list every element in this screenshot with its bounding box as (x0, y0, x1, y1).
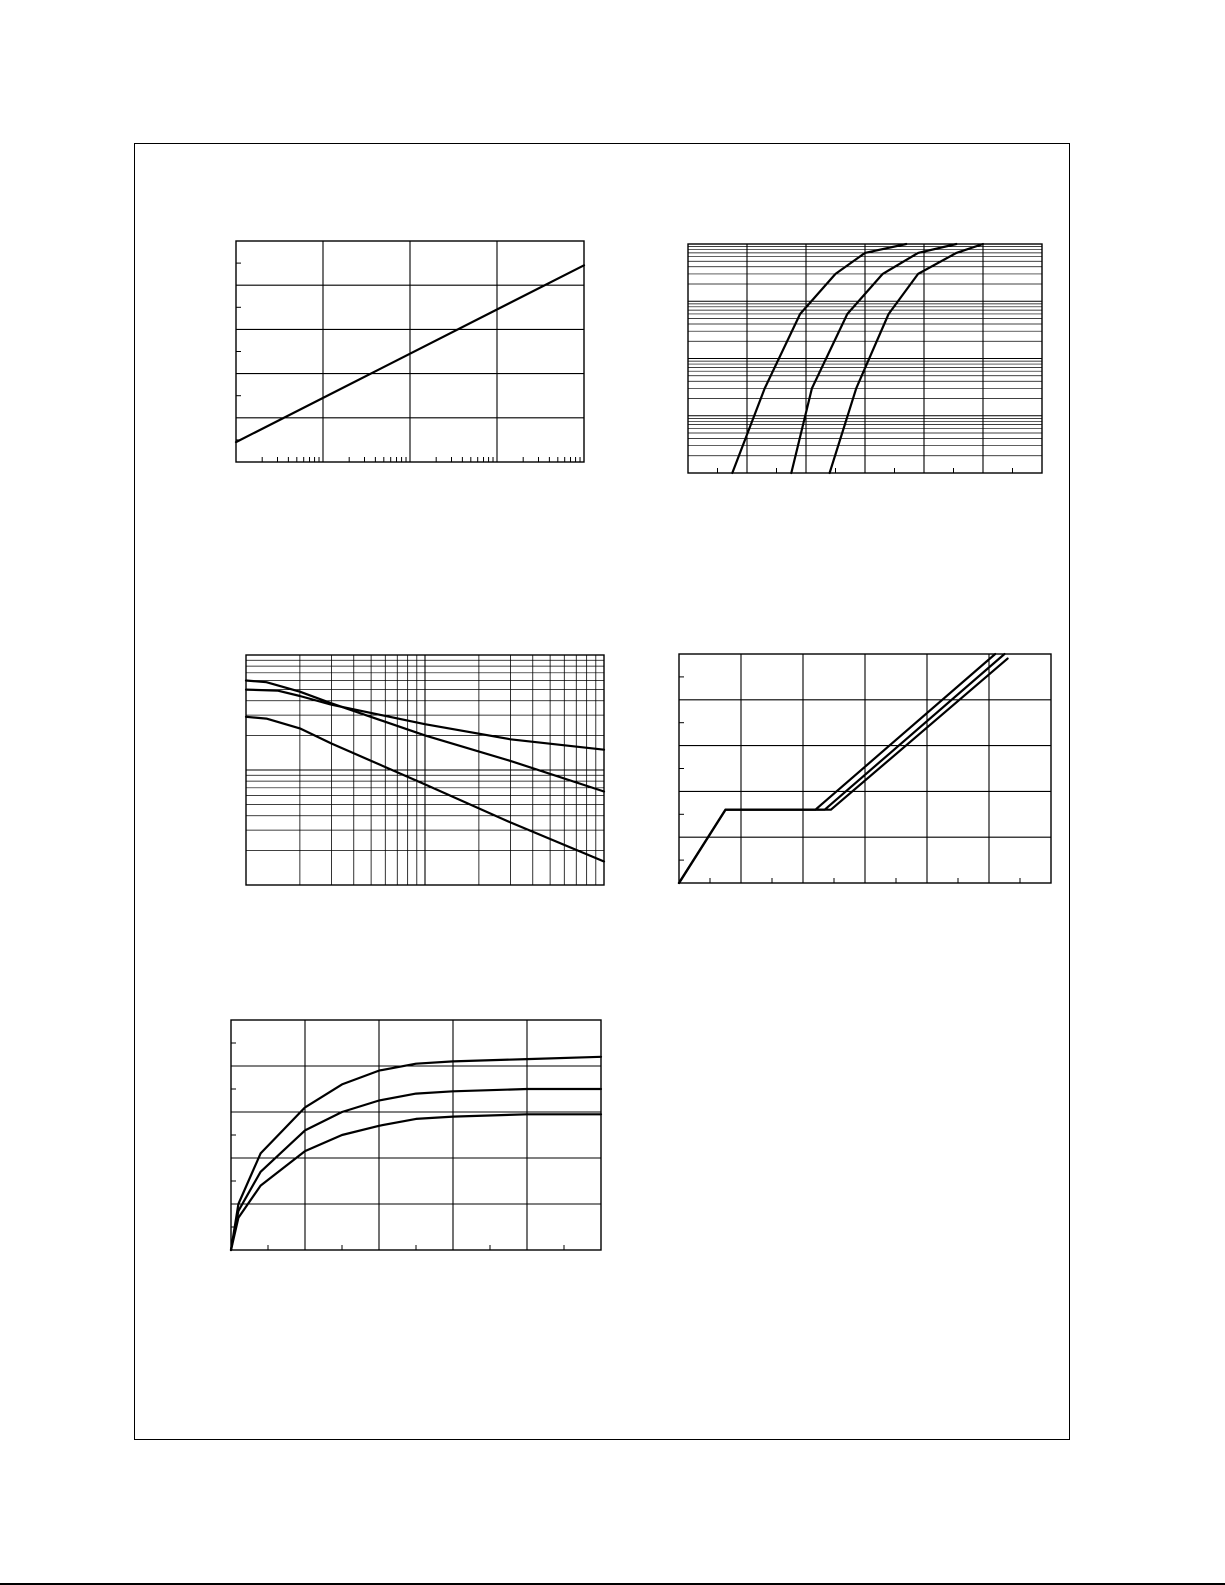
chart-1 (236, 241, 584, 462)
series-line-3 (231, 1114, 601, 1250)
chart-2 (688, 244, 1042, 473)
series-line-3 (679, 659, 1008, 883)
chart-3 (246, 655, 604, 885)
series-line-1 (231, 1057, 601, 1250)
chart-5 (231, 1020, 601, 1250)
chart-4 (679, 654, 1051, 883)
series-line-2 (231, 1089, 601, 1250)
series-line-1 (679, 654, 995, 883)
plot-frame (231, 1020, 601, 1250)
